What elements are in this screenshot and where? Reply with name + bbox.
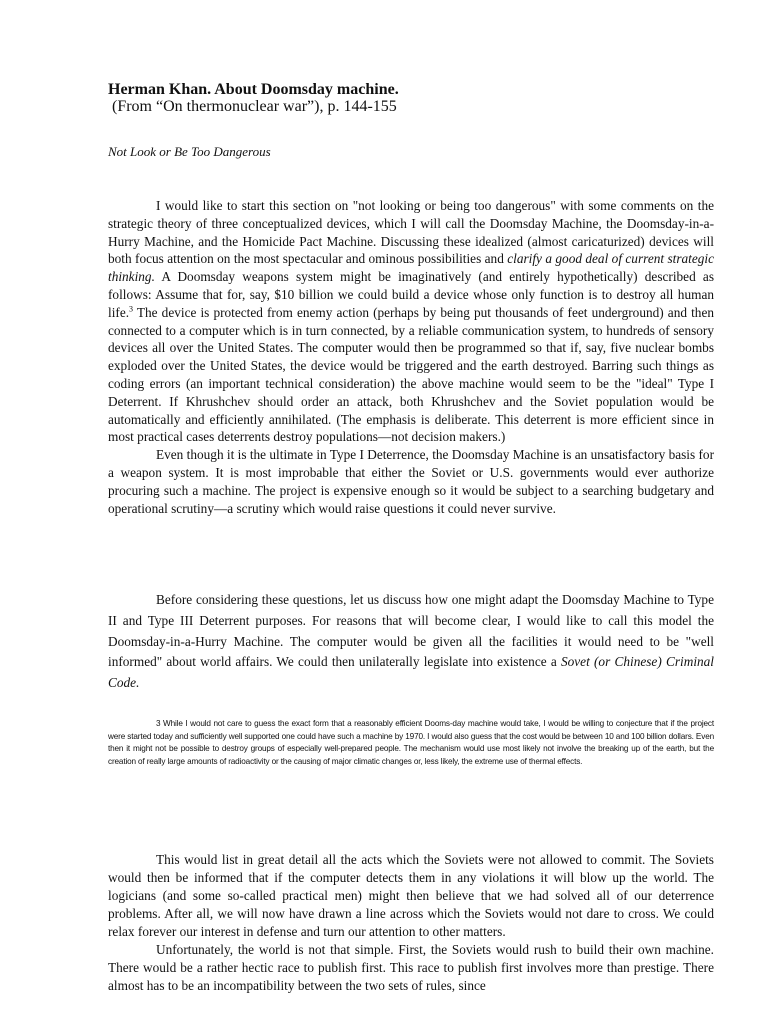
body-text-block-1b <box>108 590 714 694</box>
paragraph-1-text-b: A Doomsday weapons system might be imaginatively (and entirely hypothetically) described as follows: Assume that for, say, $10 billion we could build a device whose only function is to destroy all human life. <box>108 269 714 320</box>
paragraph-3-text: Before considering these questions, let us discuss how one might adapt the Doomsday Machine to Type II and Type III Deterrent purposes. For reasons that will become clear, I would like to call this model the Doomsday-in-a-Hurry Machine. The computer would be given all the facilities it would need to be "well informed" about world affairs. We could then unilaterally legislate into existence a <box>108 592 714 670</box>
paragraph-1-text-a: I would like to start this section on "not looking or being too dangerous" with some comments on the strategic theory of three conceptualized devices, which I will call the Doomsday Machine, the Doomsday-in-a-Hurry Machine, and the Homicide Pact Machine. Discussing these idealized (almost caricaturized) devices will both focus attention on the most spectacular and ominous possibilities and <box>108 198 714 267</box>
footnote-text: 3 While I would not care to guess the exact form that a reasonably efficient Dooms-day machine would take, I would be willing to conjecture that if the project were started today and sufficiently well supported one could have such a machine by 1970. I would also guess that the cost would be between 10 and 100 billion dollars. Even then it might not be possible to destroy groups of especially well-prepared people. The mechanism would use most likely not involve the breaking up of the earth, but the creation of really large amounts of radioactivity or the causing of major climatic changes or, less likely, the extreme use of thermal effects. <box>108 719 714 766</box>
paragraph-3 <box>108 590 714 694</box>
paragraph-1-italic: clarify a good deal of current strategic thinking. <box>108 251 714 285</box>
body-text-block-2 <box>108 851 714 995</box>
footnote <box>108 718 714 768</box>
footnote-reference: 3 <box>129 304 134 314</box>
paragraph-5: Unfortunately, the world is not that simple. First, the Soviets would rush to build their own machine. There would be a rather hectic race to publish first. This race to publish first involves more than prestige. There almost has to be an incompatibility between the two sets of rules, since <box>108 942 714 993</box>
paragraph-3-italic: Sovet (or Chinese) Criminal Code. <box>108 654 715 691</box>
document-subtitle: (From “On thermonuclear war”), p. 144-155 <box>112 98 397 115</box>
paragraph-4: This would list in great detail all the acts which the Soviets were not allowed to commit. The Soviets would then be informed that if the computer detects them in any violations it will blow up the world. The logicians (and some so-called practical men) might then believe that we had solved all of our deterrence problems. After all, we will now have drawn a line across which the Soviets would not dare to cross. We could relax forever our interest in defense and turn our attention to other matters. <box>108 852 714 939</box>
paragraph-1 <box>108 197 714 446</box>
paragraph-1-text-c: The device is protected from enemy action (perhaps by being put thousands of feet underground) and then connected to a computer which is in turn connected, by a reliable communication system, to hundreds of sensory devices all over the United States. The computer would then be programmed so that if, say, five nuclear bombs exploded over the United States, the device would be triggered and the earth destroyed. Barring such things as coding errors (an important technical consideration) the above machine would seem to be the "ideal" Type I Deterrent. If Khrushchev should order an attack, both Khrushchev and the Soviet population would be automatically and efficiently annihilated. (The emphasis is deliberate. This deterrent is more efficient since in most practical cases deterrents destroy populations—not decision makers.) <box>108 304 714 445</box>
document-title: Herman Khan. About Doomsday machine. <box>108 81 399 98</box>
paragraph-2: Even though it is the ultimate in Type I Deterrence, the Doomsday Machine is an unsatisfactory basis for a weapon system. It is most improbable that either the Soviet or U.S. governments would ever authorize procuring such a machine. The project is expensive enough so it would be subject to a searching budgetary and operational scrutiny—a scrutiny which would raise questions it could never survive. <box>108 447 714 516</box>
body-text-block-1 <box>108 197 714 517</box>
section-heading: Not Look or Be Too Dangerous <box>108 144 271 159</box>
